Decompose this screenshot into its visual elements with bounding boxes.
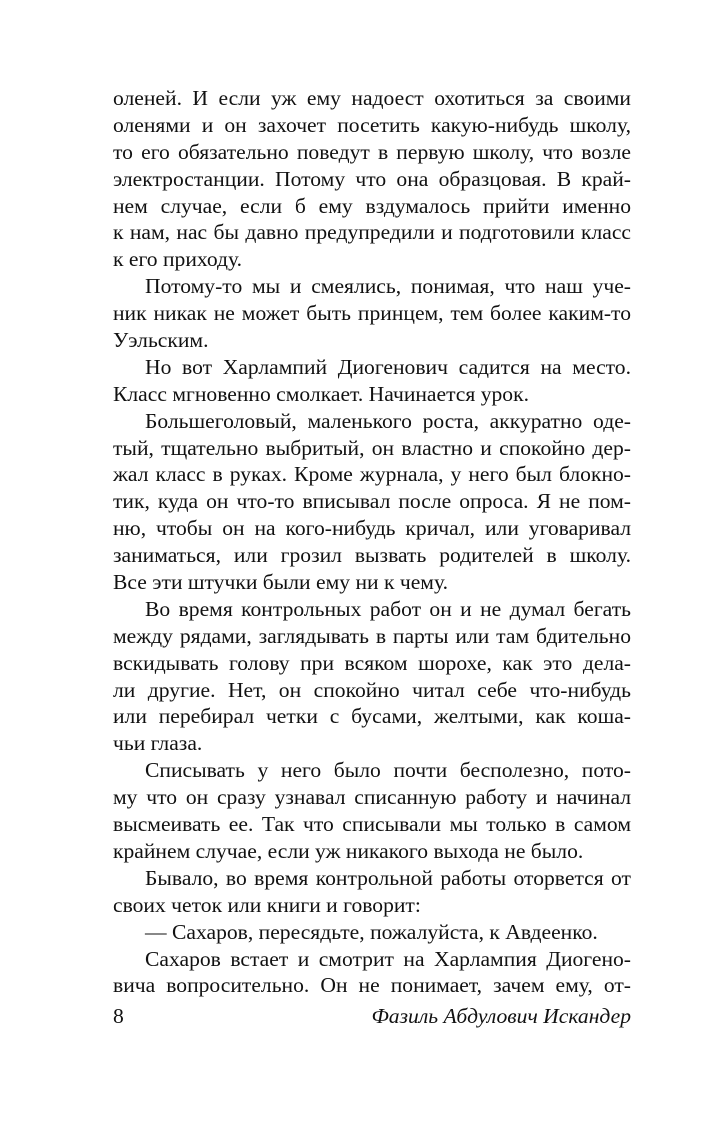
text-line: между рядами, заглядывать в парты или там бдительно [113, 623, 631, 648]
text-line: чьи глаза. [113, 731, 203, 756]
running-title: Фазиль Абдулович Искандер [371, 1004, 631, 1028]
text-line: Все эти штучки были ему ни к чему. [113, 570, 448, 595]
text-line: Бывало, во время контрольной работы оторвется от [145, 865, 631, 890]
text-line: Во время контрольных работ он и не думал бегать [145, 596, 631, 621]
text-line: крайнем случае, если уж никакого выхода не было. [113, 838, 584, 863]
text-line: к нам, нас бы давно предупредили и подготовили класс [113, 220, 631, 245]
text-line: ню, чтобы он на кого-нибудь кричал, или уговаривал [113, 516, 631, 541]
text-line: тый, тщательно выбритый, он властно и спокойно дер- [113, 435, 631, 460]
text-line: высмеивать ее. Так что списывали мы только в самом [113, 812, 631, 837]
text-line: оленями и он захочет посетить какую-нибудь школу, [113, 112, 631, 137]
text-line: Большеголовый, маленького роста, аккуратно оде- [145, 408, 631, 433]
text-line: вича вопросительно. Он не понимает, зачем ему, от- [113, 973, 631, 998]
text-line: нем случае, если б ему вздумалось прийти именно [113, 193, 631, 218]
text-line: — Сахаров, пересядьте, пожалуйста, к Авдеенко. [145, 919, 598, 944]
text-line: или перебирал четки с бусами, желтыми, как коша- [113, 704, 631, 729]
text-line: к его приходу. [113, 247, 243, 272]
text-line: своих четок или книги и говорит: [113, 892, 421, 917]
text-line: вскидывать голову при всяком шорохе, как это дела- [113, 650, 631, 675]
text-line: Списывать у него было почти бесполезно, пото- [145, 758, 631, 783]
text-line: то его обязательно поведут в первую школу, что возле [113, 139, 631, 164]
text-line: оленей. И если уж ему надоест охотиться за своими [113, 86, 631, 110]
text-line: Уэльским. [113, 328, 209, 353]
page-number: 8 [113, 1004, 124, 1028]
text-line: заниматься, или грозил вызвать родителей в школу. [113, 543, 631, 568]
text-line: ник никак не может быть принцем, тем более каким-то [113, 301, 631, 326]
text-line: электростанции. Потому что она образцовая. В край- [113, 166, 631, 191]
text-line: ли другие. Нет, он спокойно читал себе что-нибудь [113, 677, 631, 702]
text-line: Класс мгновенно смолкает. Начинается урок. [113, 381, 529, 406]
body-text [113, 85, 631, 999]
text-line: му что он сразу узнавал списанную работу и начинал [113, 785, 631, 810]
text-line: Сахаров встает и смотрит на Харлампия Диогено- [145, 946, 631, 971]
text-line: тик, куда он что-то вписывал после опроса. Я не пом- [113, 489, 631, 514]
text-line: жал класс в руках. Кроме журнала, у него был блокно- [113, 462, 631, 487]
text-line: Но вот Харлампий Диогенович садится на место. [145, 354, 631, 379]
text-line: Потому-то мы и смеялись, понимая, что наш уче- [145, 274, 631, 299]
